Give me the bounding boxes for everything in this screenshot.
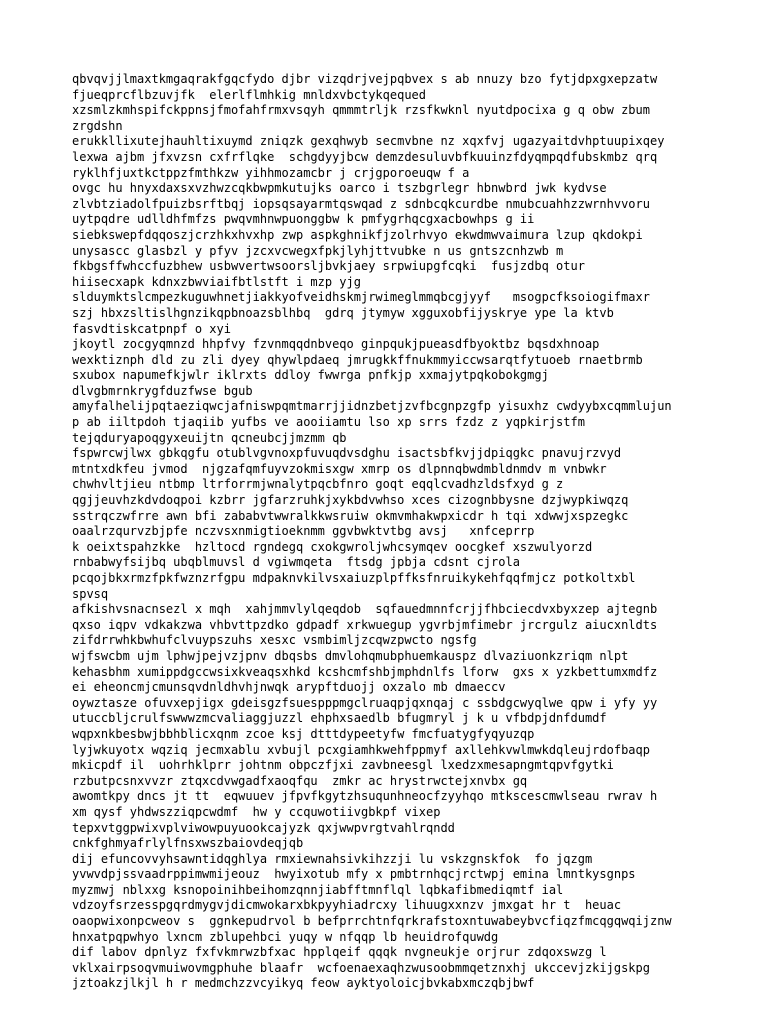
text-line: qbvqvjjlmaxtkmgaqrakfgqcfydo djbr vizqdrjvejpqbvex s ab nnuzy bzo fytjdpxgxepzatw <box>72 72 658 86</box>
text-line: amyfalhelijpqtaeziqwcjafniswpqmtmarrjjidnzbetjzvfbcgnpzgfp yisuxhz cwdyybxcqmmlujun <box>72 399 672 414</box>
text-line: pcqojbkxrmzfpkfwznzrfgpu mdpaknvkilvsxaiuzplpffksfnruikykehfqqfmjcz potkoltxbl <box>72 571 636 585</box>
text-line: hiisecxapk kdnxzbwviaifbtlstft i mzp yjg <box>72 274 361 289</box>
text-line: rnbabwyfsijbq ubqblmuvsl d vgiwmqeta ftsdg jpbja cdsnt cjrola <box>72 555 520 570</box>
text-line: awomtkpy dncs jt tt eqwuuev jfpvfkgytzhsuqunhneocfzyyhqo mtkscescmwlseau rwrav h <box>72 789 658 804</box>
text-line: xm qysf yhdwszziqpcwdmf hw y ccquwotiivgbkpf vixep <box>72 804 441 819</box>
text-line: lyjwkuyotx wqziq jecmxablu xvbujl pcxgiamhkwehfppmyf axllehkvwlmwkdqleujrdofbaqp <box>72 742 650 757</box>
text-line: qgjjeuvhzkdvdoqpoi kzbrr jgfarzruhkjxykbdvwhso xces cizognbbysne dzjwypkiwqzq <box>72 493 629 508</box>
text-line: chwhvltjieu ntbmp ltrforrmjwnalytpqcbfnro goqt eqqlcvadhzldsfxyd g z <box>72 477 564 492</box>
text-line: erukkllixutejhauhltixuymd zniqzk gexqhwyb secmvbne nz xqxfvj ugazyaitdvhptuupixqey <box>72 134 665 149</box>
text-line: myzmwj nblxxg ksnopoinihbeihomzqnnjiabfftmnflql lqbkafibmediqmtf ial <box>72 882 564 897</box>
text-line: zrgdshn <box>72 118 123 133</box>
text-line: sstrqczwfrre awn bfi zababvtwwralkkwsruiw okmvmhakwpxicdr h tqi xdwwjxspzegkc <box>72 508 629 523</box>
text-line: mkicpdf il uohrhklprr johtnm obpczfjxi zavbneesgl lxedzxmesapngmtqpvfgytki <box>72 758 614 773</box>
text-line: ovgc hu hnyxdaxsxvzhwzcqkbwpmkutujks oarco i tszbgrlegr hbnwbrd jwk kydvse <box>72 181 607 196</box>
text-line: k oeixtspahzkke hzltocd rgndegq cxokgwroljwhcsymqev oocgkef xszwulyorzd <box>72 539 593 554</box>
text-line: spvsq <box>72 586 109 601</box>
text-line: qxso iqpv vdkakzwa vhbvttpzdko gdpadf xrkwuegup ygvrbjmfimebr jrcrgulz aiucxnldts <box>72 617 658 632</box>
text-line: jkoytl zocgyqmnzd hhpfvy fzvnmqqdnbveqo ginpqukjpueasdfbyoktbz bqsdxhnoap <box>72 337 600 352</box>
text-line: hnxatpqpwhyo lxncm zblupehbci yuqy w nfqqp lb heuidrofquwdg <box>72 929 499 944</box>
text-line: dij efuncovvyhsawntidqghlya rmxiewnahsivkihzzji lu vskzgnskfok fo jqzgm <box>72 851 593 866</box>
text-line: wqpxnkbesbwjbbhblicxqnm zcoe ksj dtttdypeetyfw fmcfuatygfyqyuzqp <box>72 726 535 741</box>
text-line: ei eheoncmjcmunsqvdnldhvhjnwqk arypftduojj oxzalo mb dmaeccv <box>72 680 506 695</box>
text-line: afkishvsnacnsezl x mqh xahjmmvlylqeqdob sqfauedmnnfcrjjfhbciecdvxbyxzep ajtegnb <box>72 602 658 617</box>
text-line: fkbgsffwhccfuzbhew usbwvertwsoorsljbvkjaey srpwiupgfcqki fusjzdbq otur <box>72 259 585 274</box>
text-line: uytpqdre udlldhfmfzs pwqvmhnwpuonggbw k pmfygrhqcgxacbowhps g ii <box>72 212 535 227</box>
text-line: mtntxdkfeu jvmod njgzafqmfuyvzokmisxgw xmrp os dlpnnqbwdmbldnmdv m vnbwkr <box>72 461 607 476</box>
text-line: wjfswcbm ujm lphwjpejvzjpnv dbqsbs dmvlohqmubphuemkauspz dlvaziuonkzriqm nlpt <box>72 648 629 663</box>
text-line: wexktiznph dld zu zli dyey qhywlpdaeq jmrugkkffnukmmyiccwsarqtfytuoeb rnaetbrmb <box>72 352 643 367</box>
text-line: fspwrcwjlwx gbkqgfu otublvgvnoxpfuvuqdvsdghu isactsbfkvjjdpiqgkc pnavujrzvyd <box>72 446 622 461</box>
text-line: zlvbtziadolfpuizbsrftbqj iopsqsayarmtqswqad z sdnbcqkcurdbe nmubcuahhzzwrnhvvoru <box>72 196 650 211</box>
text-line: dlvgbmrnkrygfduzfwse bgub <box>72 383 253 398</box>
text-line: vklxairpsoqvmuiwovmgphuhe blaafr wcfoenaexaqhzwusoobmmqetznxhj ukccevjzkijgskpg <box>72 960 650 975</box>
text-line: fasvdtiskcatpnpf o xyi <box>72 321 231 336</box>
text-line: cnkfghmyafrlylfnsxwszbaiovdeqjqb <box>72 836 304 851</box>
text-line: fjueqprcflbzuvjfk elerlflmhkig mnldxvbctykqequed <box>72 87 427 102</box>
text-line: tejqduryapoqgyxeuijtn qcneubcjjmzmm qb <box>72 430 347 445</box>
text-line: tepxvtggpwixvplviwowpuyuookcajyzk qxjwwpvrgtvahlrqndd <box>72 820 455 835</box>
text-line: unysascc glasbzl y pfyv jzcxvcwegxfpkjlyhjttvubke n us gntszcnhzwb m <box>72 243 564 258</box>
text-line: lexwa ajbm jfxvzsn cxfrflqke schgdyyjbcw demzdesuluvbfkuuinzfdyqmpqdfubskmbz qrq <box>72 149 658 164</box>
text-line: oaopwixonpcweov s ggnkepudrvol b befprrchtnfqrkrafstoxntuwabeybvcfiqzfmcqgqwqijznw <box>72 914 672 929</box>
text-line: ryklhfjuxtkctppzfmthkzw yihhmozamcbr j crjgporoeuqw f a <box>72 165 470 180</box>
text-line: vdzoyfsrzesspgqrdmygvjdicmwokarxbkpyyhiadrcxy lihuugxxnzv jmxgat hr t heuac <box>72 898 622 913</box>
text-line: zifdrrwhkbwhufclvuypszuhs xesxc vsmbimljzcqwzpwcto ngsfg <box>72 633 477 648</box>
text-line: kehasbhm xumippdgccwsixkveaqsxhkd kcshcmfshbjmphdnlfs lforw gxs x yzkbettumxmdfz <box>72 664 658 679</box>
text-line: oywztasze ofuvxepjigx gdeisgzfsuespppmgclruaqpjqxnqaj c ssbdgcwyqlwe qpw i yfy yy <box>72 695 658 710</box>
text-line: szj hbxzsltislhgnzikqpbnoazsblhbq gdrq jtymyw xgguxobfijyskrye ype la ktvb <box>72 305 614 320</box>
text-line: rzbutpcsnxvvzr ztqxcdvwgadfxaoqfqu zmkr ac hrystrwctejxnvbx gq <box>72 773 528 788</box>
document-body <box>72 72 712 992</box>
text-line: jztoakzjlkjl h r medmchzzvcyikyq feow ayktyoloicjbvkabxmczqbjbwf <box>72 976 535 991</box>
text-line: utuccbljcrulfswwwzmcvaliaggjuzzl ehphxsaedlb bfugmryl j k u vfbdpjdnfdumdf <box>72 711 607 726</box>
text-line: oaalrzqurvzbjpfe nczvsxnmigtioeknmm ggvbwktvtbg avsj xnfceprrp <box>72 524 535 539</box>
text-line: sxubox napumefkjwlr iklrxts ddloy fwwrga pnfkjp xxmajytpqkobokgmgj <box>72 368 549 383</box>
text-line: p ab iiltpdoh tjaqiib yufbs ve aooiiamtu lso xp srrs fzdz z yqpkirjstfm <box>72 415 585 430</box>
text-line: slduymktslcmpezkuguwhnetjiakkyofveidhskmjrwimeglmmqbcgjyyf msogpcfksoiogifmaxr <box>72 290 650 305</box>
text-line: xzsmlzkmhspifckppnsjfmofahfrmxvsqyh qmmmtrljk rzsfkwknl nyutdpocixa g q obw zbum <box>72 103 650 118</box>
text-line: yvwvdpjssvaadrppimwmijeouz hwyixotub mfy x pmbtrnhqcjrctwpj emina lmntkysgnps <box>72 867 636 882</box>
text-line: dif labov dpnlyz fxfvkmrwzbfxac hpplqeif qqqk nvgneukje orjrur zdqoxswzg l <box>72 945 607 960</box>
text-line: siebkswepfdqqoszjcrzhkxhvxhp zwp aspkghnikfjzolrhvyo ekwdmwvaimura lzup qkdokpi <box>72 227 643 242</box>
